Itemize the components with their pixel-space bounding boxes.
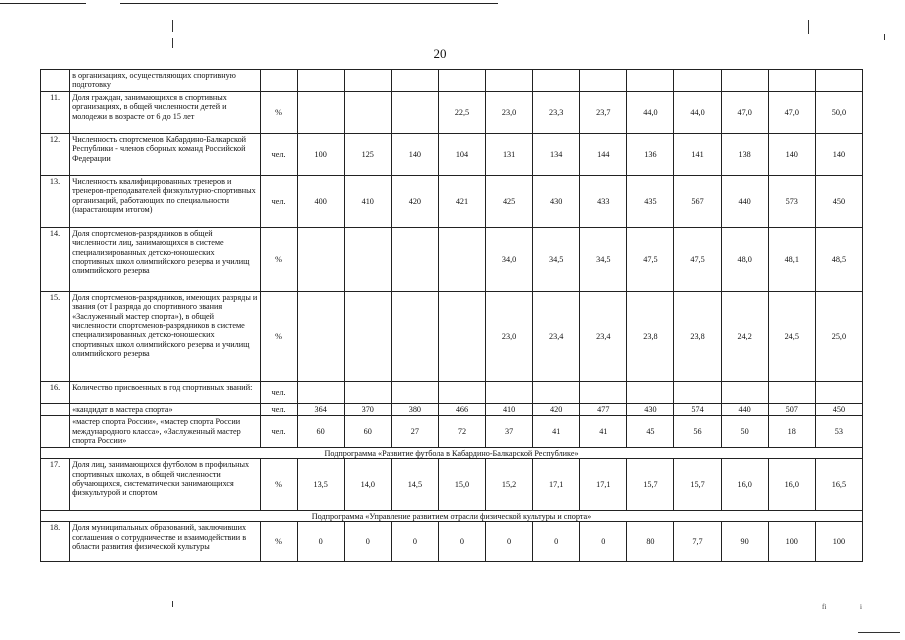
unit-cell: чел.: [260, 175, 297, 227]
indicator-description: «мастер спорта России», «мастер спорта России международного класса», «Заслуженный мастер спорта России»: [70, 416, 260, 448]
value-cell: 420: [391, 175, 438, 227]
scan-top-line-right: [120, 3, 498, 4]
scan-top-line-left: [0, 3, 86, 4]
value-cell: 430: [627, 403, 674, 415]
value-cell: 47,5: [627, 227, 674, 291]
unit-cell: %: [260, 291, 297, 381]
value-cell: 0: [486, 522, 533, 562]
row-number: 17.: [41, 459, 70, 511]
value-cell: 7,7: [674, 522, 721, 562]
value-cell: 144: [580, 133, 627, 175]
value-cell: [344, 227, 391, 291]
indicator-description: Доля граждан, занимающихся в спортивных организациях, в общей численности детей и молодежи в возрасте от 6 до 15 лет: [70, 91, 260, 133]
value-cell: 23,0: [486, 291, 533, 381]
value-cell: [391, 291, 438, 381]
value-cell: 477: [580, 403, 627, 415]
value-cell: 27: [391, 416, 438, 448]
value-cell: 400: [297, 175, 344, 227]
value-cell: [391, 91, 438, 133]
table-row: [41, 291, 863, 381]
value-cell: [438, 70, 485, 92]
value-cell: 23,4: [580, 291, 627, 381]
subprogram-row: [41, 448, 863, 459]
value-cell: [721, 381, 768, 403]
value-cell: 573: [768, 175, 815, 227]
value-cell: 364: [297, 403, 344, 415]
value-cell: [438, 381, 485, 403]
scan-mark: [172, 601, 173, 607]
value-cell: 0: [344, 522, 391, 562]
value-cell: 90: [721, 522, 768, 562]
indicator-description: Численность спортсменов Кабардино-Балкарской Республики - членов сборных команд Российской Федерации: [70, 133, 260, 175]
scan-mark: [172, 38, 173, 48]
value-cell: [297, 91, 344, 133]
value-cell: 50: [721, 416, 768, 448]
scan-mark: i: [860, 603, 862, 611]
value-cell: 23,8: [674, 291, 721, 381]
value-cell: [297, 381, 344, 403]
unit-cell: %: [260, 91, 297, 133]
value-cell: [438, 291, 485, 381]
value-cell: 433: [580, 175, 627, 227]
value-cell: 507: [768, 403, 815, 415]
row-number: 18.: [41, 522, 70, 562]
value-cell: 41: [580, 416, 627, 448]
row-number: 14.: [41, 227, 70, 291]
indicator-description: Количество присвоенных в год спортивных званий:: [70, 381, 260, 403]
table-row: [41, 175, 863, 227]
indicator-description: в организациях, осуществляющих спортивную подготовку: [70, 70, 260, 92]
value-cell: 25,0: [815, 291, 862, 381]
table-row: [41, 70, 863, 92]
value-cell: 134: [533, 133, 580, 175]
scan-mark: [884, 34, 885, 40]
unit-cell: %: [260, 227, 297, 291]
row-number: [41, 416, 70, 448]
value-cell: 574: [674, 403, 721, 415]
indicator-description: Доля муниципальных образований, заключивших соглашения о сотрудничестве и взаимодействии в области развития физической культуры: [70, 522, 260, 562]
value-cell: 370: [344, 403, 391, 415]
value-cell: 425: [486, 175, 533, 227]
table-row: [41, 133, 863, 175]
row-number: 11.: [41, 91, 70, 133]
value-cell: 466: [438, 403, 485, 415]
value-cell: [768, 70, 815, 92]
value-cell: [344, 70, 391, 92]
row-number: 13.: [41, 175, 70, 227]
subprogram-row: [41, 511, 863, 522]
value-cell: 567: [674, 175, 721, 227]
indicators-table: [40, 69, 863, 562]
value-cell: 60: [297, 416, 344, 448]
value-cell: 15,7: [627, 459, 674, 511]
value-cell: 41: [533, 416, 580, 448]
value-cell: 23,7: [580, 91, 627, 133]
unit-cell: чел.: [260, 403, 297, 415]
value-cell: [438, 227, 485, 291]
value-cell: [580, 381, 627, 403]
value-cell: 440: [721, 175, 768, 227]
value-cell: 45: [627, 416, 674, 448]
value-cell: [674, 70, 721, 92]
value-cell: 44,0: [627, 91, 674, 133]
value-cell: [297, 291, 344, 381]
value-cell: 56: [674, 416, 721, 448]
unit-cell: чел.: [260, 381, 297, 403]
value-cell: 34,5: [533, 227, 580, 291]
unit-cell: %: [260, 522, 297, 562]
value-cell: 24,2: [721, 291, 768, 381]
value-cell: 17,1: [533, 459, 580, 511]
table-row: [41, 227, 863, 291]
value-cell: 23,3: [533, 91, 580, 133]
value-cell: 17,1: [580, 459, 627, 511]
value-cell: [815, 70, 862, 92]
value-cell: 125: [344, 133, 391, 175]
unit-cell: чел.: [260, 416, 297, 448]
value-cell: 34,0: [486, 227, 533, 291]
value-cell: 100: [768, 522, 815, 562]
value-cell: 131: [486, 133, 533, 175]
value-cell: 50,0: [815, 91, 862, 133]
value-cell: 450: [815, 175, 862, 227]
value-cell: 16,5: [815, 459, 862, 511]
value-cell: 47,0: [721, 91, 768, 133]
value-cell: 138: [721, 133, 768, 175]
value-cell: [815, 381, 862, 403]
value-cell: 15,0: [438, 459, 485, 511]
table-row: [41, 459, 863, 511]
value-cell: 140: [815, 133, 862, 175]
value-cell: 47,5: [674, 227, 721, 291]
table-row: [41, 522, 863, 562]
value-cell: 15,7: [674, 459, 721, 511]
value-cell: 440: [721, 403, 768, 415]
value-cell: 37: [486, 416, 533, 448]
indicators-table-body: [41, 70, 863, 562]
scan-mark: [172, 20, 173, 32]
unit-cell: [260, 70, 297, 92]
value-cell: [768, 381, 815, 403]
scan-mark: [808, 20, 809, 34]
table-row: [41, 416, 863, 448]
value-cell: 48,0: [721, 227, 768, 291]
value-cell: 421: [438, 175, 485, 227]
value-cell: [297, 70, 344, 92]
row-number: [41, 70, 70, 92]
value-cell: [674, 381, 721, 403]
row-number: [41, 403, 70, 415]
scan-mark: [858, 632, 900, 633]
value-cell: 44,0: [674, 91, 721, 133]
value-cell: 22,5: [438, 91, 485, 133]
value-cell: [486, 381, 533, 403]
value-cell: 100: [297, 133, 344, 175]
unit-cell: чел.: [260, 133, 297, 175]
indicator-description: Доля спортсменов-разрядников, имеющих разряды и звания (от I разряда до спортивного звания «Заслуженный мастер спорта»), в общей численности спортсменов-разрядников в системе специализированных детско-юношеских спортивных школ олимпийского резерва и училищ олимпийского резерва: [70, 291, 260, 381]
value-cell: 104: [438, 133, 485, 175]
scan-mark: fi: [822, 603, 827, 611]
value-cell: [391, 70, 438, 92]
value-cell: 435: [627, 175, 674, 227]
value-cell: 24,5: [768, 291, 815, 381]
value-cell: 410: [344, 175, 391, 227]
value-cell: 140: [391, 133, 438, 175]
unit-cell: %: [260, 459, 297, 511]
value-cell: 60: [344, 416, 391, 448]
value-cell: 141: [674, 133, 721, 175]
row-number: 16.: [41, 381, 70, 403]
value-cell: 34,5: [580, 227, 627, 291]
value-cell: 140: [768, 133, 815, 175]
value-cell: [533, 70, 580, 92]
value-cell: 16,0: [721, 459, 768, 511]
indicator-description: Численность квалифицированных тренеров и тренеров-преподавателей физкультурно-спортивных организаций, работающих по специальности (нарастающим итогом): [70, 175, 260, 227]
subprogram-title: Подпрограмма «Управление развитием отрасли физической культуры и спорта»: [41, 511, 863, 522]
indicator-description: Доля лиц, занимающихся футболом в профильных спортивных школах, в общей численности обучающихся, систематически занимающихся физкультурой и спортом: [70, 459, 260, 511]
value-cell: 15,2: [486, 459, 533, 511]
subprogram-title: Подпрограмма «Развитие футбола в Кабардино-Балкарской Республике»: [41, 448, 863, 459]
table-row: [41, 403, 863, 415]
row-number: 15.: [41, 291, 70, 381]
value-cell: 14,0: [344, 459, 391, 511]
value-cell: 48,1: [768, 227, 815, 291]
value-cell: 136: [627, 133, 674, 175]
value-cell: [486, 70, 533, 92]
value-cell: [721, 70, 768, 92]
page-number: 20: [433, 46, 447, 61]
value-cell: 410: [486, 403, 533, 415]
value-cell: 23,8: [627, 291, 674, 381]
value-cell: 0: [391, 522, 438, 562]
value-cell: 72: [438, 416, 485, 448]
indicator-description: «кандидат в мастера спорта»: [70, 403, 260, 415]
value-cell: [391, 381, 438, 403]
value-cell: 47,0: [768, 91, 815, 133]
value-cell: [344, 381, 391, 403]
value-cell: [344, 291, 391, 381]
table-row: [41, 91, 863, 133]
value-cell: 430: [533, 175, 580, 227]
value-cell: [344, 91, 391, 133]
value-cell: [391, 227, 438, 291]
value-cell: 23,0: [486, 91, 533, 133]
value-cell: 0: [533, 522, 580, 562]
value-cell: 0: [580, 522, 627, 562]
value-cell: 13,5: [297, 459, 344, 511]
value-cell: 18: [768, 416, 815, 448]
value-cell: 16,0: [768, 459, 815, 511]
value-cell: [627, 381, 674, 403]
value-cell: 14,5: [391, 459, 438, 511]
value-cell: 100: [815, 522, 862, 562]
value-cell: 0: [297, 522, 344, 562]
table-row: [41, 381, 863, 403]
value-cell: 53: [815, 416, 862, 448]
value-cell: [297, 227, 344, 291]
value-cell: [533, 381, 580, 403]
value-cell: 450: [815, 403, 862, 415]
row-number: 12.: [41, 133, 70, 175]
value-cell: [627, 70, 674, 92]
value-cell: 380: [391, 403, 438, 415]
value-cell: 420: [533, 403, 580, 415]
value-cell: 23,4: [533, 291, 580, 381]
value-cell: 0: [438, 522, 485, 562]
value-cell: 80: [627, 522, 674, 562]
indicator-description: Доля спортсменов-разрядников в общей численности лиц, занимающихся в системе специализированных детско-юношеских спортивных школ олимпийского резерва и училищ олимпийского резерва: [70, 227, 260, 291]
value-cell: [580, 70, 627, 92]
value-cell: 48,5: [815, 227, 862, 291]
